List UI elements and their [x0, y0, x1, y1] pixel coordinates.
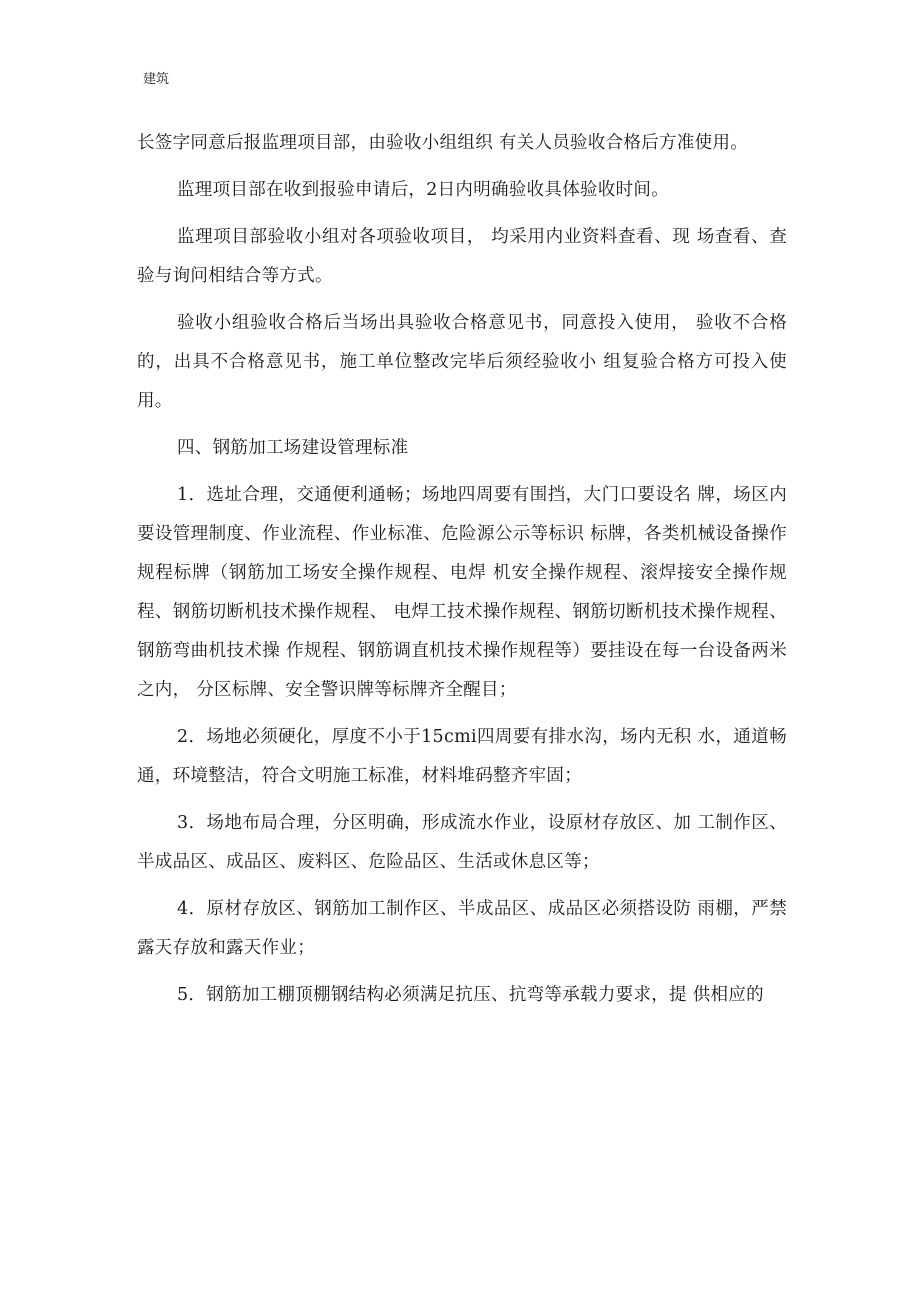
header-label: 建筑 — [143, 72, 170, 87]
list-item-3: 3．场地布局合理，分区明确，形成流水作业，设原材存放区、加 工制作区、半成品区、成品区、废料区、危险品区、生活或休息区等； — [137, 813, 787, 872]
list-item-4: 4．原材存放区、钢筋加工制作区、半成品区、成品区必须搭设防 雨棚，严禁露天存放和露天作业； — [137, 899, 787, 958]
section-heading: 四、钢筋加工场建设管理标准 — [177, 438, 409, 458]
paragraph-2: 监理项目部在收到报验申请后，2日内明确验收具体验收时间。 — [177, 180, 670, 200]
list-item-2: 2．场地必须硬化，厚度不小于15cmi四周要有排水沟，场内无积 水，通道畅通，环境整洁，符合文明施工标准，材料堆码整齐牢固； — [137, 727, 787, 786]
list-item-5: 5．钢筋加工棚顶棚钢结构必须满足抗压、抗弯等承载力要求，提 供相应的 — [177, 985, 764, 1005]
document-body — [137, 124, 787, 1023]
list-item-1: 1．选址合理，交通便利通畅；场地四周要有围挡，大门口要设名 牌，场区内要设管理制度、作业流程、作业标准、危险源公示等标识 标牌，各类机械设备操作规程标牌（钢筋加工场安全操作规程、电焊 机安全操作规程、滚焊接安全操作规程、钢筋切断机技术操作规程、 电焊工技术操作规程、钢筋切断机技术操作规程、钢筋弯曲机技术操 作规程、钢筋调直机技术操作规程等）要挂设在每一台设备两米之内， 分区标牌、安全警识牌等标牌齐全醒目； — [137, 485, 787, 700]
paragraph-4: 验收小组验收合格后当场出具验收合格意见书，同意投入使用， 验收不合格的，出具不合格意见书，施工单位整改完毕后须经验收小 组复验合格方可投入使用。 — [137, 313, 787, 411]
paragraph-1: 长签字同意后报监理项目部，由验收小组组织 有关人员验收合格后方准使用。 — [137, 133, 749, 153]
paragraph-3: 监理项目部验收小组对各项验收项目， 均采用内业资料查看、现 场查看、查验与询问相结合等方式。 — [137, 227, 787, 286]
